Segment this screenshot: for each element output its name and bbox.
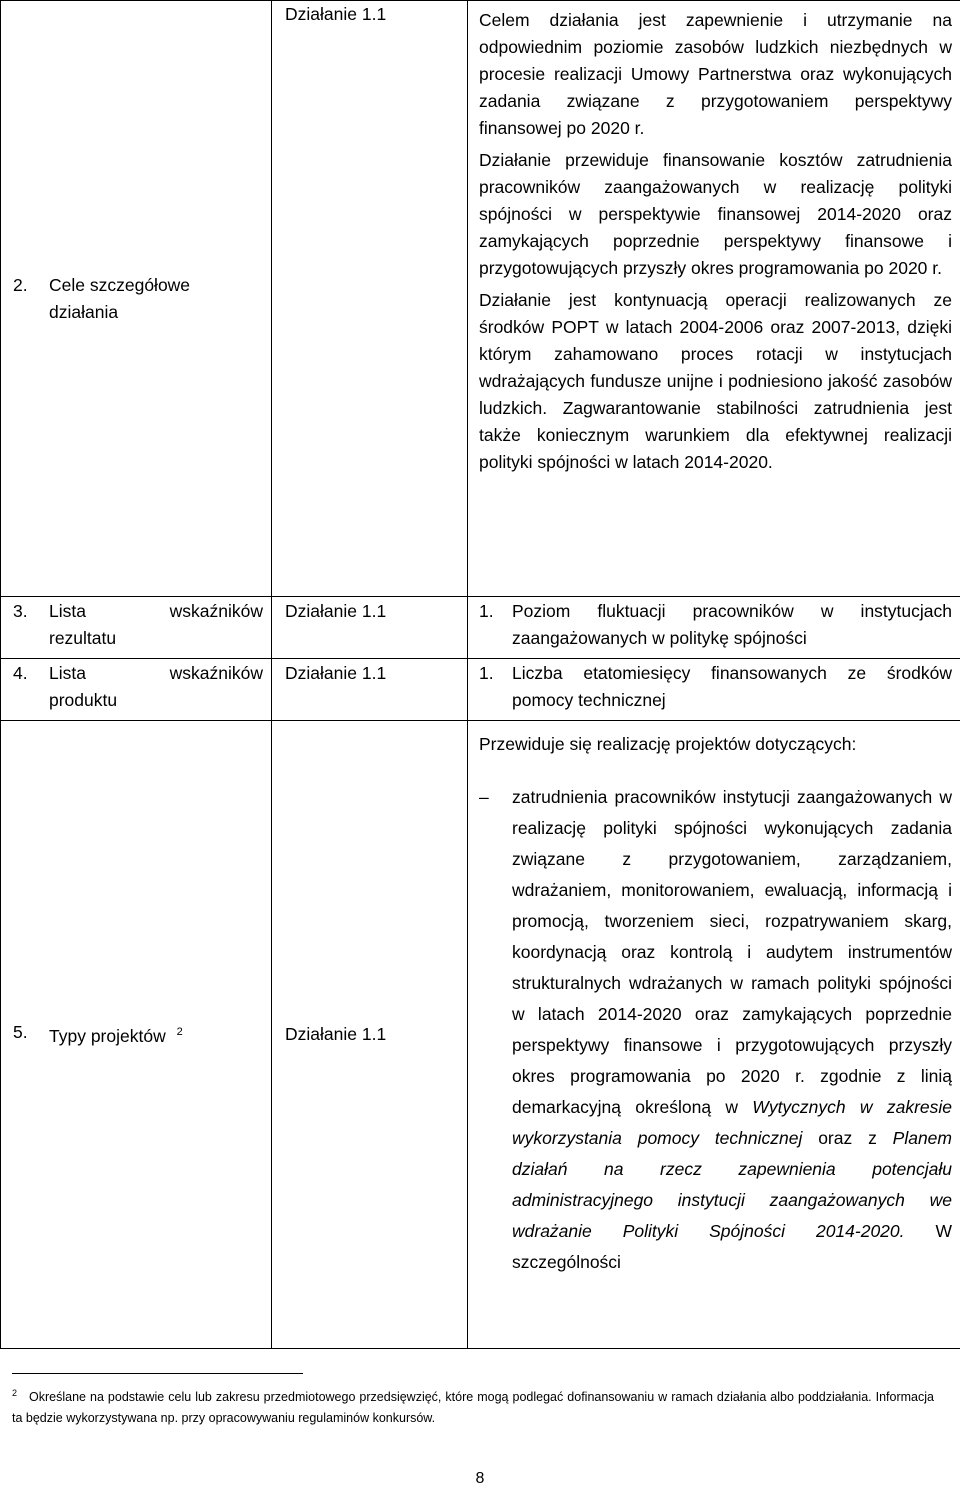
paragraph: Działanie przewiduje finansowanie kosztów zatrudnienia pracowników zaangażowanych w realizację polityki spójności w perspektywie finansowej 2014-2020 oraz zamykających poprzednie perspektywy finansowe i przygotowujących przyszły okres programowania po 2020 r. <box>479 150 952 278</box>
row-number: 4. <box>13 663 28 683</box>
table-row-produkt <box>1 659 960 721</box>
action-label: Działanie 1.1 <box>285 663 387 683</box>
action-cell <box>272 1 468 597</box>
row-label-cell <box>1 659 272 721</box>
footnote-reference: 2 <box>176 1026 183 1039</box>
table-row-cele <box>1 1 960 597</box>
action-cell <box>272 721 468 1349</box>
projects-intro: Przewiduje się realizację projektów dotyczących: <box>479 734 857 754</box>
action-label: Działanie 1.1 <box>285 4 387 24</box>
row-label: Lista wskaźników <box>49 663 263 683</box>
indicator-number: 1. <box>479 663 494 683</box>
indicator-text: Poziom fluktuacji pracowników w instytucjach zaangażowanych w politykę spójności <box>512 601 952 648</box>
footnote-separator <box>12 1373 303 1374</box>
row-label: Cele szczegółowe działania <box>49 274 191 322</box>
row-label-cell <box>1 1 272 597</box>
italic-reference: Planem działań na rzecz zapewnienia potencjału administracyjnego instytucji zaangażowanych we wdrażanie Polityki Spójności 2014-2020. <box>512 1128 952 1241</box>
content-cell <box>468 721 960 1349</box>
table-row-typy <box>1 721 960 1349</box>
action-label: Działanie 1.1 <box>285 601 387 621</box>
footnote-mark: 2 <box>12 1388 18 1398</box>
paragraph: Działanie jest kontynuacją operacji realizowanych ze środków POPT w latach 2004-2006 oraz 2007-2013, dzięki którym zahamowano proces rotacji w instytucjach wdrażających fundusze unijne i podniesiono jakość zasobów ludzkich. Zagwarantowanie stabilności zatrudnienia jest także koniecznym warunkiem dla efektywnej realizacji polityki spójności w latach 2014-2020. <box>479 290 952 472</box>
footnote-text: Określane na podstawie celu lub zakresu przedmiotowego przedsięwzięć, które mogą podlegać dofinansowaniu w ramach działania albo poddziałania. Informacja ta będzie wykorzystywana np. przy opracowywaniu regulaminów konkursów. <box>12 1390 934 1426</box>
content-cell <box>468 597 960 659</box>
row-label-cell <box>1 597 272 659</box>
row-label-continued: produktu <box>49 690 118 710</box>
page-number: 8 <box>475 1470 485 1487</box>
paragraph: Celem działania jest zapewnienie i utrzymanie na odpowiednim poziomie zasobów ludzkich niezbędnych w procesie realizacji Umowy Partnerstwa oraz wykonujących zadania związane z przygotowaniem perspektywy finansowej po 2020 r. <box>479 10 952 138</box>
dash-bullet-icon: – <box>479 787 489 807</box>
row-label: Lista wskaźników <box>49 601 263 621</box>
row-number: 2. <box>13 274 28 295</box>
indicator-text: Liczba etatomiesięcy finansowanych ze środków pomocy technicznej <box>512 663 952 710</box>
row-number: 3. <box>13 601 28 621</box>
text-run: W szczególności <box>512 1221 952 1272</box>
footnote <box>12 1383 934 1429</box>
row-label: Typy projektów <box>49 1025 166 1046</box>
text-run: oraz z <box>802 1128 893 1148</box>
action-label: Działanie 1.1 <box>285 1024 387 1044</box>
row-label-cell <box>1 721 272 1349</box>
text-run: zatrudnienia pracowników instytucji zaangażowanych w realizację polityki spójności wykonujących zadania związane z przygotowaniem, zarządzaniem, wdrażaniem, monitorowaniem, ewaluacją, informacją i promocją, tworzeniem sieci, rozpatrywaniem skarg, koordynacją oraz kontrolą i audytem instrumentów strukturalnych wdrażanych w ramach polityki spójności w latach 2014-2020 oraz zamykających poprzednie perspektywy finansowe i przygotowujących przyszły okres programowania po 2020 r. zgodnie z linią demarkacyjną określoną w <box>512 787 952 1117</box>
content-cell <box>468 1 960 597</box>
action-cell <box>272 659 468 721</box>
action-cell <box>272 597 468 659</box>
row-number: 5. <box>13 1022 28 1043</box>
indicator-number: 1. <box>479 601 494 621</box>
italic-reference: Wytycznych w zakresie wykorzystania pomocy technicznej <box>512 1097 952 1148</box>
table-row-rezultat <box>1 597 960 659</box>
list-item <box>479 782 952 1278</box>
row-label-continued: rezultatu <box>49 628 117 648</box>
content-cell <box>468 659 960 721</box>
list-item-text <box>512 782 952 1278</box>
